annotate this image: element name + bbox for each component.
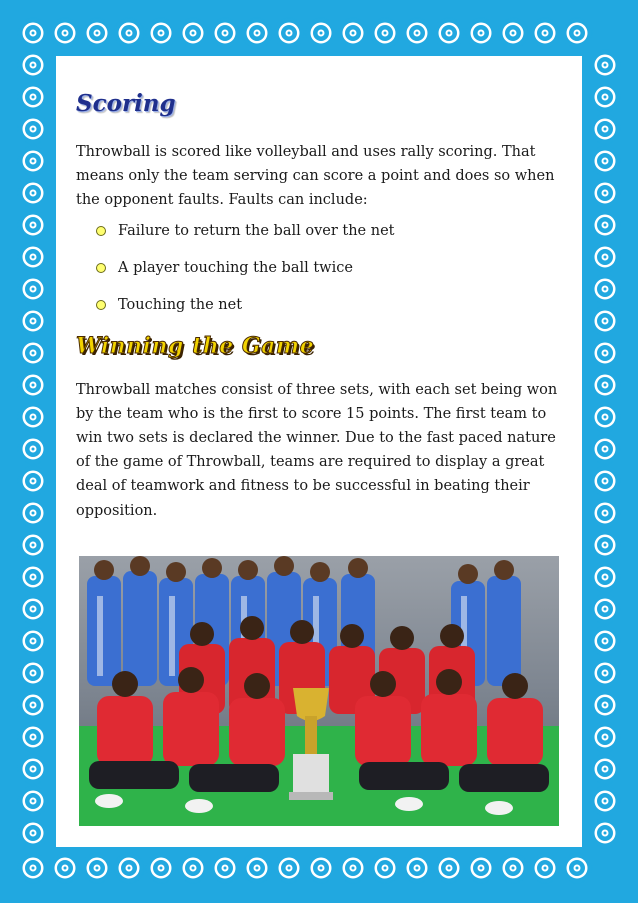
list-item xyxy=(76,256,574,293)
border-swirl xyxy=(590,818,620,848)
border-swirl xyxy=(18,146,48,176)
faults-list xyxy=(76,219,574,330)
border-swirl xyxy=(18,498,48,528)
fault-label: A player touching the ball twice xyxy=(118,259,353,276)
border-swirl xyxy=(370,18,400,48)
border-swirl xyxy=(590,530,620,560)
border-swirl xyxy=(18,50,48,80)
border-swirl xyxy=(18,786,48,816)
border-swirl xyxy=(590,786,620,816)
border-swirl xyxy=(402,853,432,883)
border-swirl xyxy=(274,18,304,48)
border-swirl xyxy=(590,242,620,272)
border-swirl xyxy=(18,853,48,883)
border-swirl xyxy=(82,853,112,883)
border-swirl xyxy=(178,853,208,883)
scoring-heading: Scoring xyxy=(76,90,176,117)
border-swirl xyxy=(338,853,368,883)
border-swirl xyxy=(590,626,620,656)
team-photo xyxy=(79,556,559,826)
border-swirl xyxy=(590,178,620,208)
border-swirl xyxy=(562,18,592,48)
fault-label: Touching the net xyxy=(118,296,243,313)
border-swirl xyxy=(18,82,48,112)
fault-label: Failure to return the ball over the net xyxy=(118,222,395,239)
border-swirl xyxy=(18,178,48,208)
border-swirl xyxy=(18,690,48,720)
border-swirl xyxy=(590,82,620,112)
border-swirl xyxy=(50,18,80,48)
border-swirl xyxy=(210,18,240,48)
border-swirl xyxy=(590,370,620,400)
list-item xyxy=(76,293,574,330)
border-swirl xyxy=(18,18,48,48)
border-swirl xyxy=(590,114,620,144)
border-swirl xyxy=(590,754,620,784)
border-swirl xyxy=(498,853,528,883)
border-swirl xyxy=(590,50,620,80)
border-swirl xyxy=(18,658,48,688)
border-swirl xyxy=(590,306,620,336)
border-swirl xyxy=(402,18,432,48)
border-swirl xyxy=(590,146,620,176)
border-swirl xyxy=(18,434,48,464)
border-swirl xyxy=(434,853,464,883)
scoring-paragraph: Throwball is scored like volleyball and uses rally scoring. That means only the team serving can score a point and does so when the opponent faults. Faults can include: xyxy=(76,144,555,209)
border-swirl xyxy=(590,434,620,464)
border-swirl xyxy=(242,18,272,48)
border-swirl xyxy=(590,658,620,688)
border-swirl xyxy=(18,210,48,240)
border-swirl xyxy=(146,853,176,883)
border-swirl xyxy=(590,466,620,496)
border-swirl xyxy=(590,210,620,240)
border-swirl xyxy=(590,562,620,592)
document-body xyxy=(76,82,574,523)
border-swirl xyxy=(18,370,48,400)
border-swirl xyxy=(146,18,176,48)
border-swirl xyxy=(590,690,620,720)
border-swirl xyxy=(18,114,48,144)
border-swirl xyxy=(306,18,336,48)
border-swirl xyxy=(590,498,620,528)
border-swirl xyxy=(590,722,620,752)
border-swirl xyxy=(18,594,48,624)
border-swirl xyxy=(114,853,144,883)
border-swirl xyxy=(242,853,272,883)
bullet-icon xyxy=(96,226,106,236)
border-swirl xyxy=(434,18,464,48)
border-swirl xyxy=(50,853,80,883)
border-swirl xyxy=(18,466,48,496)
border-swirl xyxy=(18,338,48,368)
border-swirl xyxy=(18,722,48,752)
border-swirl xyxy=(590,402,620,432)
winning-heading: Winning the Game xyxy=(76,332,315,359)
bullet-icon xyxy=(96,263,106,273)
border-swirl xyxy=(18,818,48,848)
border-swirl xyxy=(466,853,496,883)
border-swirl xyxy=(274,853,304,883)
border-swirl xyxy=(18,274,48,304)
border-swirl xyxy=(466,18,496,48)
border-swirl xyxy=(498,18,528,48)
team-photo-image xyxy=(79,556,559,826)
border-swirl xyxy=(562,853,592,883)
border-swirl xyxy=(530,18,560,48)
border-swirl xyxy=(18,754,48,784)
border-swirl xyxy=(338,18,368,48)
bullet-icon xyxy=(96,300,106,310)
border-swirl xyxy=(370,853,400,883)
list-item xyxy=(76,219,574,256)
border-swirl xyxy=(18,402,48,432)
border-swirl xyxy=(306,853,336,883)
border-swirl xyxy=(18,242,48,272)
border-swirl xyxy=(178,18,208,48)
border-swirl xyxy=(18,530,48,560)
winning-paragraph: Throwball matches consist of three sets, with each set being won by the team who is the first to score 15 points. The first team to win two sets is declared the winner. Due to the fast paced nature of the game of Throwball, teams are required to display a great deal of teamwork and fitness to be successful in beating their opposition. xyxy=(76,381,558,519)
border-swirl xyxy=(590,274,620,304)
border-swirl xyxy=(590,594,620,624)
border-swirl xyxy=(114,18,144,48)
border-swirl xyxy=(18,626,48,656)
border-swirl xyxy=(590,338,620,368)
border-swirl xyxy=(530,853,560,883)
border-swirl xyxy=(82,18,112,48)
border-swirl xyxy=(210,853,240,883)
border-swirl xyxy=(18,306,48,336)
border-swirl xyxy=(18,562,48,592)
